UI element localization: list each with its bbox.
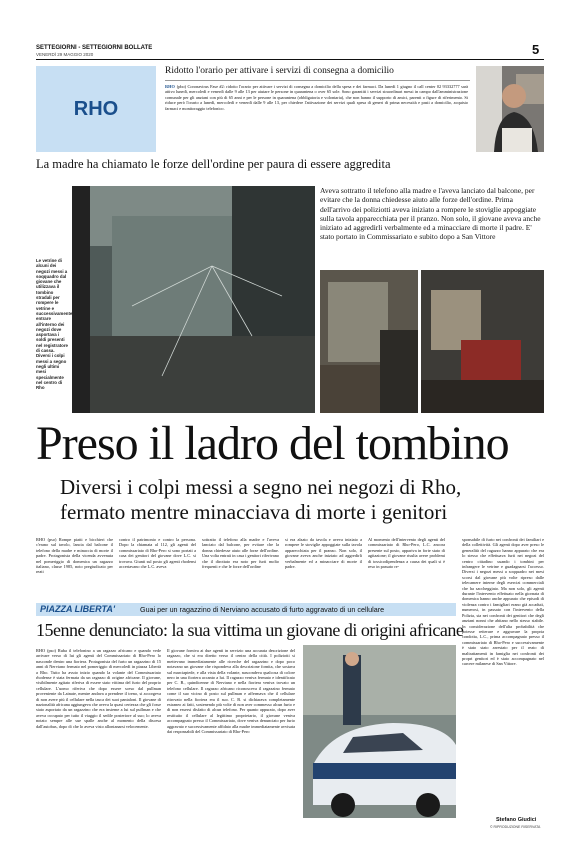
shop-window-photo — [72, 186, 315, 413]
story3-headline: 15enne denunciato: la sua vittima un giovane di origini africane — [36, 620, 464, 640]
story2-column-5: Al momento dell'intervento degli agenti del commissariato di Rho-Pero, L.C. ancora presente sul posto, appariva in forte stato di agitazione; il giovane risulta avere problemi di tossicodipendenza a causa dei quali si è reso in passato re- — [368, 537, 445, 570]
publication-name: SETTEGIORNI - SETTEGIORNI BOLLATE — [36, 45, 153, 51]
story2-intro: Aveva sottratto il telefono alla madre e l'aveva lanciato dal balcone, per evitare che la donna chiedesse aiuto alle forze dell'ordine. Prima dell'arrivo dei poliziotti aveva iniziato a rompere le stoviglie appoggiate sulla tavola apparecchiata per il pranzo. Non solo, il giovane aveva anche iniziato ad aggredirli verbalmente ed a minacciare di morte il padre. E' stato portato in Commissariato e subito dopo a San Vittore — [320, 186, 541, 242]
broken-window-illustration — [72, 186, 315, 413]
byline: Stefano Giudici — [496, 817, 537, 823]
story2-title: Preso il ladro del tombino — [36, 417, 509, 470]
copyright-note: © RIPRODUZIONE RISERVATA — [490, 825, 541, 829]
story3-kicker-text: Guai per un ragazzino di Nerviano accusato di furto aggravato di un cellulare — [140, 605, 385, 614]
top-story-text: (pbo) Coronavirus Fase #2: ridotto l'orario per attivare i servizi di consegna a domicilio della spesa e dei farmaci. Da lunedì 1 giugno il call center 02 93332777 sarà attivo lunedì, mercoledì e venerdì dalle 9 alle 13 per aiutare le persone in quarantena o over 65 sole. Sono garantiti i servizi straordinari messi in campo dall'amministrazione comunale per gli anziani con più di 65 anni e per le persone in quarantena (obbligatoria e volontaria), che non hanno il supporto di amici, parenti o figure di riferimento. Si riduce però l'orario a lunedì, mercoledì e venerdì dalle 9 alle 13, per chiedere l'attivazione dei servizi quali spesa di generi di prima necessità e pasti a domicilio, acquisto farmaci e monitoraggio telefonico. — [165, 84, 468, 111]
story3-column-2: Il giovane forniva ai due agenti in servizio una accurata descrizione del ragazzo, che si era diretto verso il centro della città. I poliziotti si mettevano immediatamente alle ricerche del ragazzino e dopo poco notavano un giovane che rispondeva alla descrizione fornita, che sostava sul marciapiede, e alla vista della volante, nascondeva qualcosa di colore nero in una fioriera accanto a lui. Il ragazzo veniva fermato e identificato per C. B., quindicenne di Nerviano e nella fioriera veniva trovato un telefono cellulare. Il ragazzo africano riconosceva il ragazzino fermato come il suo vicino di posto sul pullman e affermava che il cellulare ritrovato nella fioriera era il suo. C. B. si dichiarava completamente estraneo ai fatti, sostenendo più volte di non aver commesso alcun furto e di non essersi disfatto di alcun telefono. Per quanto appurato, dopo aver restituito il cellulare al legittimo proprietario, il giovane veniva accompagnato presso il Commissariato, dove veniva denunciato per furto aggravato e successivamente affidato alla madre immediatamente avvisata dai responsabili del Commissariato di Rho-Pero — [167, 648, 295, 735]
shop-counter-photo — [421, 270, 544, 413]
photo-caption: Le vetrine di alcuni dei negozi messi a soqquadro dal giovane che utilizzava il tombino stradali per rompere le vetrine e successivamente entrare all'interno dei negozi dove asportava i soldi presenti nel registratore di cassa. Diversi i colpi messi a segno negli ultimi mesi specialmente nel centro di Rho — [36, 258, 73, 391]
story2-column-6: sponsabile di furto nei confronti dei familiari e della collettività. Gli agenti dopo aver preso le generalità del ragazzo hanno appurato che era lo stesso che effettuava furti nei negozi del centro cittadino usando i tombini per infrangere le vetrine e guadagnarsi l'accesso. Diversi i negozi messi a soqquadro nei mesi scorsi dal giovane più volte ripreso dalle telecamere interne degli esercizi commerciali che ha saccheggiato. Ma non solo, gli agenti durante l'intervento effettuato nella giornata di domenica hanno anche appurato che episodi di violenza contro i famigliari erano già accaduti, numerosi, in passato con l'intervento della Polizia, sia nei confronti dei genitori che degli anziani nonni che abitano nello stesso stabile. In considerazione dell'alta probabilità che potesse reiterare e aggravare la propria condotta, L.C., prima accompagnato presso il commissariato di Rho-Pero e successivamente è stato stato arrestato per il reato di maltrattamenti in famiglia nei confronti dei propri genitori ed è stato accompagnato nel carcere milanese di San Vittore. — [462, 537, 544, 667]
top-story-tag: RHO — [165, 84, 175, 89]
shop-interior-photo — [320, 270, 418, 413]
story3-kicker: PIAZZA LIBERTA' — [40, 604, 115, 614]
story2-subtitle-1: Diversi i colpi messi a segno nei negozi di Rho, — [60, 475, 462, 499]
story3-column-1: RHO (pso) Ruba il telefonino a un ragazzo africano e quando vede arrivare verso di lui gli agenti del Commissariato di Rho-Pero lo nasconde dentro una fioriera. Protagonista del furto un ragazzino di 15 anni di Nerviano fermato nel pomeriggio di mercoledì in piazza Libertà a Rho. Tutto ha avuto inizio quando la volante del Commissariato rhodense è stata fermata da un ragazzo di origine africane. Il giovane, visibilmente agitato riferiva di essere stato vittima del furto del proprio cellulare. L'uomo riferiva che dopo essere sceso dal pullman proveniente da Lainate, mentre andava a prendere il treno, si accorgeva di non avere più il cellulare nella tasca dei suoi pantaloni. Il giovane di nazionalità africana aggiungeva che aveva la quasi certezza che gli fosse stato asportato da un ragazzino che era insieme a lui sul pullman e che aveva occupato per tutto il viaggio il sedile posteriore al suo; lo aveva notato sempre alle sue spalle anche al momento della discesa dall'autobus, dopo di che lo aveva visto allontanarsi velocemente. — [36, 648, 161, 729]
story2-column-1: RHO (pso) Rompe piatti e bicchieri che c'erano sul tavolo, lancia dal balcone il telefono della madre e minaccia di morte il padre. Protagonista della vicenda avvenuta nel pomeriggio di domenica un ragazzo italiano, classe 1985, noto pregiudicato per reati — [36, 537, 113, 575]
story2-subtitle-2: fermato mentre minacciava di morte i genitori — [60, 500, 448, 524]
top-story-body — [165, 84, 468, 150]
police-car-photo — [303, 645, 456, 818]
top-story-photo — [476, 66, 544, 152]
story2-column-4: si era alzato da tavola e aveva iniziato a rompere le stoviglie appoggiate sulla tavola apparecchiata per il pranzo. Non solo, il giovane aveva anche iniziato ad aggredirli verbalmente ed a minacciare di morte il padre. — [285, 537, 362, 570]
header-rule — [36, 59, 544, 60]
top-story-title: Ridotto l'orario per attivare i servizi di consegna a domicilio — [165, 66, 394, 76]
police-car-illustration — [303, 645, 456, 818]
story2-column-3: sottratto il telefono alla madre e l'aveva lanciato dal balcone, per evitare che la donna chiedesse aiuto alle forze dell'ordine. Una volta entrati in casa i genitori riferivano che il dirottato era noto per furti molto frequenti e che le forze dell'ordine — [202, 537, 279, 570]
story2-column-2: contro il patrimonio e contro la persona. Dopo la chiamata al 112, gli agenti del commissariato di Rho-Pero si sono portati a casa dei genitori del giovane dove L.C. si trovava. Giunti sul posto gli agenti rhodensi accertavano che L.C. aveva — [119, 537, 196, 570]
section-label: RHO — [36, 66, 156, 152]
shop-interior-illustration — [320, 270, 418, 413]
top-story-rule — [165, 80, 470, 81]
story2-headline: La madre ha chiamato le forze dell'ordine per paura di essere aggredita — [36, 157, 391, 171]
page-number: 5 — [532, 42, 540, 57]
publication-date: VENERDÌ 29 MAGGIO 2020 — [36, 52, 94, 57]
man-on-phone-illustration — [476, 66, 544, 152]
shop-counter-illustration — [421, 270, 544, 413]
